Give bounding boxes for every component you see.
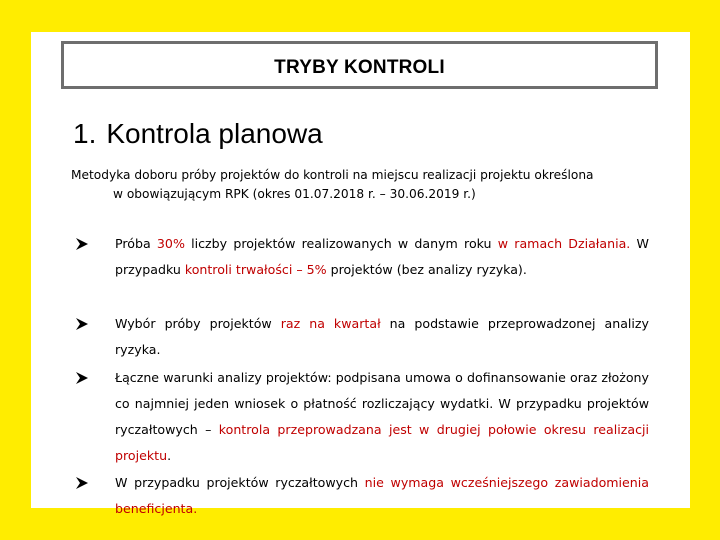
method-description [71, 166, 659, 204]
section-heading-text: Kontrola planowa [106, 118, 323, 149]
bullet-text: W przypadku [115, 236, 649, 277]
bullet-item-lump-sum [115, 470, 649, 522]
highlight-text: raz na kwartał [280, 316, 381, 331]
highlight-text: nie wymaga wcześniejszego zawiadomienia beneficjenta. [115, 475, 650, 516]
highlight-text: kontroli trwałości – 5% [184, 262, 327, 277]
bullet-text: Łączne warunki analizy projektów: podpisana umowa o dofinansowanie oraz złożony co najmniej jeden wniosek o płatność rozliczający wydatki. W przypadku projektów ryczałtowych – [115, 370, 649, 437]
arrow-bullet-icon [75, 237, 89, 251]
bullet-item-sample [115, 231, 649, 283]
bullet-text: projektów (bez analizy ryzyka). [326, 262, 527, 277]
arrow-bullet-icon [75, 476, 89, 490]
highlight-text: 30% [156, 236, 185, 251]
bullet-text: na podstawie przeprowadzonej analizy ryzyka. [115, 316, 649, 357]
bullet-text: Wybór próby projektów [115, 316, 281, 331]
slide [31, 32, 690, 516]
bullet-text: . [167, 448, 172, 463]
method-line-1: Metodyka doboru próby projektów do kontroli na miejscu realizacji projektu określona [71, 168, 594, 182]
bullet-item-quarterly [115, 311, 649, 363]
arrow-bullet-icon [75, 317, 89, 331]
highlight-text: w ramach Działania. [497, 236, 631, 251]
bullet-text: W przypadku projektów ryczałtowych [115, 475, 365, 490]
bullet-item-conditions [115, 365, 649, 469]
title-box [61, 41, 658, 89]
section-heading [73, 118, 323, 150]
arrow-bullet-icon [75, 371, 89, 385]
slide-title: TRYBY KONTROLI [274, 57, 445, 78]
highlight-text: kontrola przeprowadzana jest w drugiej połowie okresu realizacji projektu [115, 422, 649, 463]
method-line-2: w obowiązującym RPK (okres 01.07.2018 r. – 30.06.2019 r.) [113, 187, 476, 201]
section-number: 1. [73, 118, 97, 149]
bullet-text: Próba [115, 236, 157, 251]
bullet-text: liczby projektów realizowanych w danym roku [184, 236, 498, 251]
